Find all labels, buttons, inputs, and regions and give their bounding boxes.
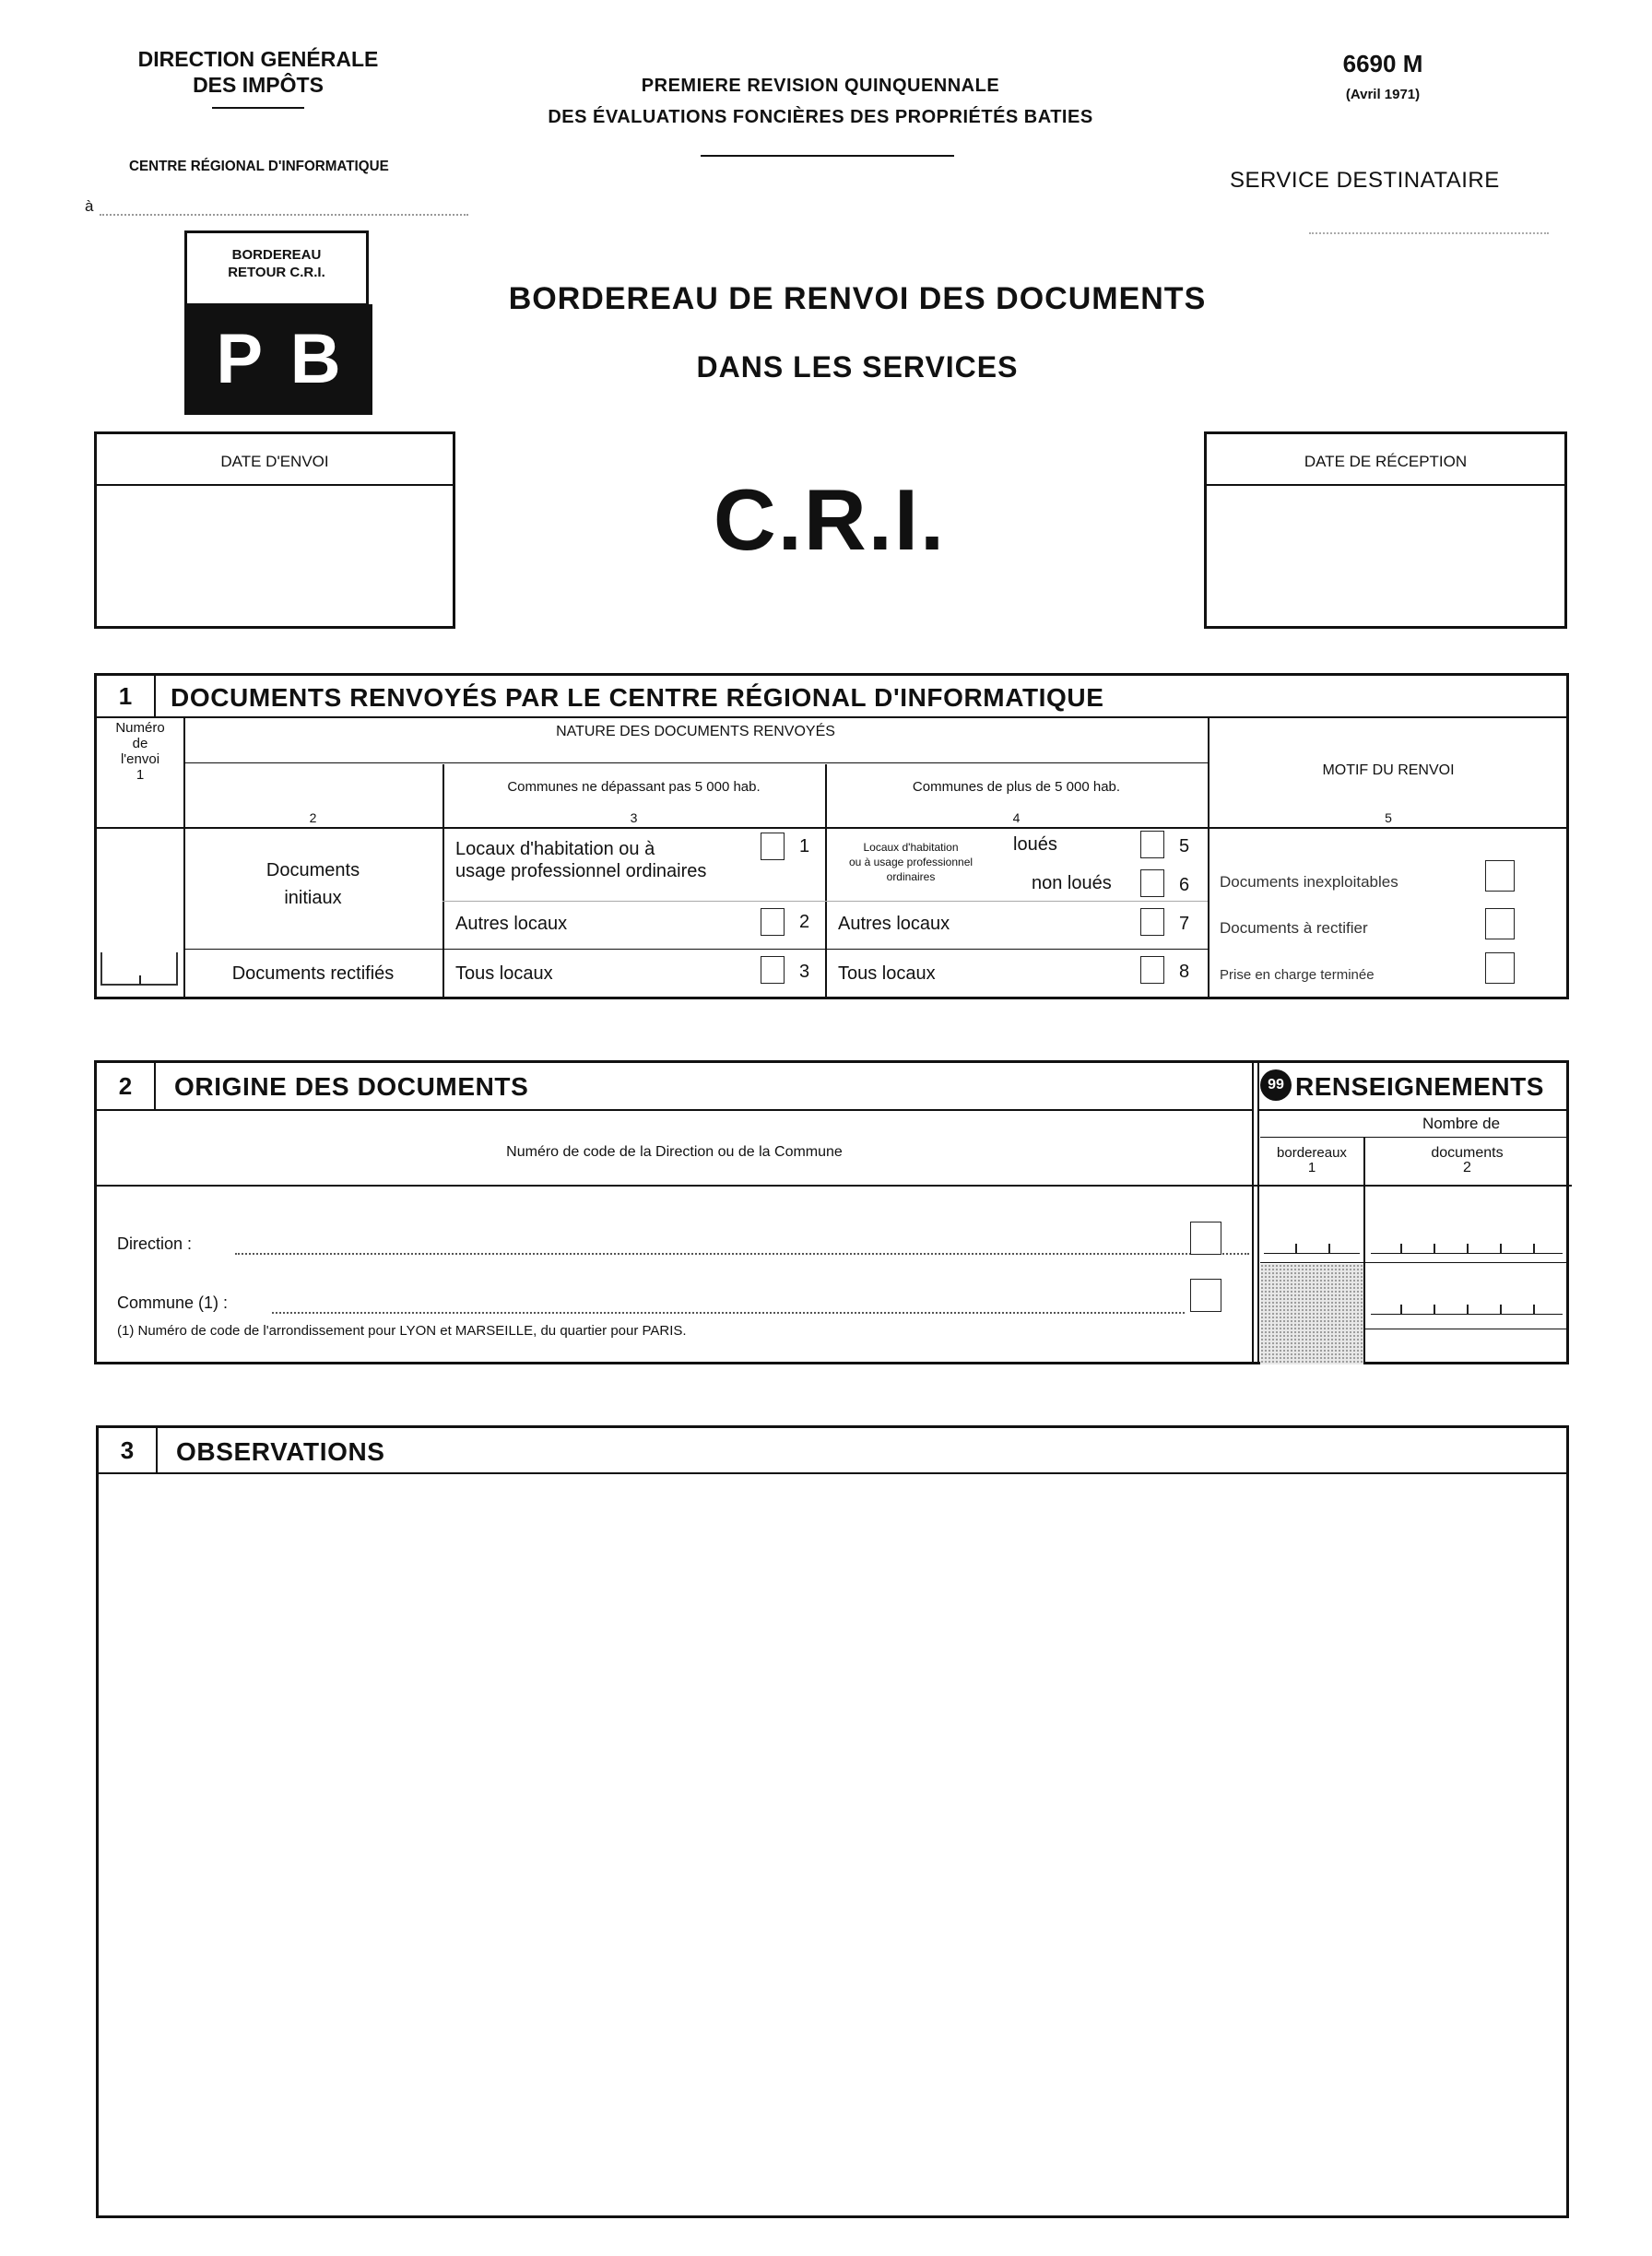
- badge-99: 99: [1260, 1069, 1292, 1101]
- tous-locaux-3: Tous locaux: [455, 963, 553, 984]
- non-loues-label: non loués: [1032, 873, 1112, 893]
- checkbox-7-num: 7: [1179, 914, 1190, 934]
- footnote: (1) Numéro de code de l'arrondissement pour LYON et MARSEILLE, du quartier pour PARIS.: [117, 1323, 687, 1339]
- code-label: Numéro de code de la Direction ou de la Commune: [506, 1144, 843, 1160]
- entries-mid-rule: [1260, 1262, 1569, 1263]
- bordereaux-baseline: [1264, 1253, 1360, 1254]
- nature-header: NATURE DES DOCUMENTS RENVOYÉS: [556, 724, 835, 739]
- header-direction: DIRECTION GENÉRALE: [137, 47, 379, 71]
- documents-tick: [1533, 1244, 1535, 1253]
- badge: [184, 230, 372, 415]
- section1-title: DOCUMENTS RENVOYÉS PAR LE CENTRE RÉGIONAL D'INFORMATIQUE: [171, 683, 1104, 712]
- bordereaux-num: 1: [1307, 1160, 1316, 1175]
- small-hab: [832, 840, 989, 884]
- header-to: à: [85, 197, 94, 215]
- page-title: BORDEREAU DE RENVOI DES DOCUMENTS: [508, 281, 1207, 316]
- renseignements-title: RENSEIGNEMENTS: [1295, 1072, 1544, 1101]
- form-number: 6690 M: [1342, 50, 1423, 77]
- col4-num: 4: [1012, 810, 1021, 825]
- service-destinataire: SERVICE DESTINATAIRE: [1230, 168, 1500, 193]
- checkbox-6-num: 6: [1179, 875, 1190, 895]
- checkbox-3-num: 3: [799, 962, 810, 982]
- row-rectifies-rule: [183, 949, 1208, 950]
- checkbox-inexploitables[interactable]: [1485, 860, 1515, 892]
- badge-label-1: BORDEREAU: [231, 247, 322, 263]
- header-cri: CENTRE RÉGIONAL D'INFORMATIQUE: [129, 159, 389, 174]
- checkbox-8[interactable]: [1140, 956, 1164, 984]
- envoi-number-field[interactable]: [100, 952, 178, 986]
- direction-code-box[interactable]: [1190, 1222, 1221, 1255]
- section2-number-divider: [154, 1063, 156, 1109]
- documents-tick: [1467, 1305, 1469, 1314]
- section1-table: [94, 673, 1569, 999]
- section3-number: 3: [120, 1436, 135, 1464]
- col2-num: 2: [309, 810, 317, 825]
- documents-field-commune[interactable]: [1365, 1264, 1569, 1329]
- section2-number: 2: [118, 1072, 133, 1100]
- header-evaluations: DES ÉVALUATIONS FONCIÈRES DES PROPRIÉTÉS BATIES: [548, 107, 1093, 127]
- documents-baseline: [1371, 1314, 1563, 1315]
- checkbox-2-num: 2: [799, 912, 810, 932]
- bordereaux-header: [1260, 1146, 1363, 1175]
- date-reception-label: DATE DE RÉCEPTION: [1304, 453, 1468, 470]
- checkbox-2[interactable]: [761, 908, 785, 936]
- col5-num: 5: [1385, 810, 1392, 825]
- col4-divider: [1208, 716, 1210, 999]
- autres-locaux-4: Autres locaux: [838, 914, 950, 934]
- row-autres-rule: [442, 901, 1208, 902]
- col3-header: Communes ne dépassant pas 5 000 hab.: [507, 779, 761, 795]
- service-line[interactable]: [1309, 232, 1549, 234]
- docs-initiaux: [183, 856, 442, 912]
- loues-label: loués: [1013, 834, 1057, 855]
- header-left: [101, 46, 415, 98]
- envoi-tick: [139, 975, 141, 985]
- nature-rule: [183, 762, 1208, 763]
- col2-divider: [442, 764, 444, 999]
- docs-rectifies: Documents rectifiés: [231, 963, 395, 984]
- documents-tick: [1434, 1305, 1435, 1314]
- documents-tick: [1434, 1244, 1435, 1253]
- cri-big-label: C.R.I.: [713, 471, 947, 568]
- col1-header-2: de: [132, 736, 148, 751]
- renseignements-divider-a: [1252, 1063, 1254, 1364]
- section3-title: OBSERVATIONS: [176, 1437, 385, 1466]
- documents-num: 2: [1463, 1160, 1471, 1175]
- header-bottom-rule: [97, 827, 1566, 829]
- documents-tick: [1533, 1305, 1535, 1314]
- header-middle-rule: [701, 155, 954, 157]
- motif-terminee: Prise en charge terminée: [1220, 967, 1375, 983]
- motif-rectifier: Documents à rectifier: [1220, 919, 1368, 937]
- documents-tick: [1500, 1305, 1502, 1314]
- documents-tick: [1400, 1244, 1402, 1253]
- documents-tick: [1500, 1244, 1502, 1253]
- section2-title: ORIGINE DES DOCUMENTS: [174, 1072, 529, 1101]
- header-impots: DES IMPÔTS: [193, 73, 324, 97]
- checkbox-1-num: 1: [799, 836, 810, 856]
- nombre-de: Nombre de: [1422, 1115, 1501, 1132]
- badge-label: [184, 230, 369, 306]
- checkbox-7[interactable]: [1140, 908, 1164, 936]
- observations-field[interactable]: [104, 1478, 1561, 2212]
- section2-table: [94, 1060, 1569, 1364]
- small-hab-2: ou à usage professionnel: [848, 856, 974, 868]
- col4-header: Communes de plus de 5 000 hab.: [912, 779, 1121, 795]
- col3-divider: [825, 764, 827, 999]
- docs-initiaux-2: initiaux: [284, 888, 342, 908]
- date-envoi-label: DATE D'ENVOI: [220, 453, 329, 470]
- page-subtitle: DANS LES SERVICES: [696, 350, 1019, 384]
- tous-locaux-4: Tous locaux: [838, 963, 936, 984]
- section2-title-rule: [97, 1109, 1252, 1111]
- checkbox-3[interactable]: [761, 956, 785, 984]
- section3-number-divider: [156, 1428, 158, 1472]
- section3-box: [96, 1425, 1569, 2218]
- section3-title-rule: [99, 1472, 1566, 1474]
- small-hab-3: ordinaires: [886, 870, 936, 883]
- col5-header: MOTIF DU RENVOI: [1322, 762, 1455, 778]
- bordereaux-tick: [1328, 1244, 1330, 1253]
- header-revision: PREMIERE REVISION QUINQUENNALE: [641, 76, 1000, 96]
- documents-tick: [1467, 1244, 1469, 1253]
- renseignements-rule: [1257, 1109, 1569, 1111]
- documents-header: [1365, 1146, 1569, 1175]
- documents-field-direction[interactable]: [1365, 1187, 1569, 1262]
- badge-code: P B: [184, 304, 372, 415]
- header-rule: [212, 107, 304, 109]
- checkbox-5[interactable]: [1140, 831, 1164, 858]
- direction-label: Direction :: [117, 1234, 193, 1253]
- date-reception-box[interactable]: [1204, 431, 1567, 629]
- locaux-hab: [455, 838, 706, 882]
- nombre-rule: [1260, 1137, 1569, 1138]
- bordereaux-label: bordereaux: [1277, 1145, 1347, 1161]
- checkbox-terminee[interactable]: [1485, 952, 1515, 984]
- header-middle: [498, 70, 1143, 133]
- col3-num: 3: [630, 810, 638, 825]
- documents-baseline: [1371, 1253, 1563, 1254]
- bordereaux-shaded-cell: [1260, 1264, 1363, 1364]
- checkbox-8-num: 8: [1179, 962, 1190, 982]
- checkbox-rectifier[interactable]: [1485, 908, 1515, 939]
- bordereaux-tick: [1295, 1244, 1297, 1253]
- section1-title-rule: [97, 716, 1566, 718]
- date-reception-divider: [1207, 484, 1564, 486]
- direction-dotline: [235, 1253, 1249, 1255]
- col1-header-num: 1: [136, 767, 145, 783]
- checkbox-6[interactable]: [1140, 869, 1164, 897]
- date-envoi-box[interactable]: [94, 431, 455, 629]
- date-envoi-divider: [97, 484, 453, 486]
- section1-number: 1: [118, 682, 133, 710]
- docs-initiaux-1: Documents: [266, 860, 360, 880]
- documents-label: documents: [1431, 1145, 1504, 1161]
- commune-label: Commune (1) :: [117, 1293, 229, 1312]
- commune-code-box[interactable]: [1190, 1279, 1221, 1312]
- motif-inexploitables: Documents inexploitables: [1220, 873, 1398, 891]
- col1-header-3: l'envoi: [120, 751, 160, 767]
- section1-number-divider: [154, 676, 156, 716]
- badge-label-2: RETOUR C.R.I.: [228, 265, 325, 280]
- checkbox-5-num: 5: [1179, 836, 1190, 856]
- documents-tick: [1400, 1305, 1402, 1314]
- checkbox-1[interactable]: [761, 833, 785, 860]
- addressee-line[interactable]: [100, 214, 468, 216]
- locaux-hab-2: usage professionnel ordinaires: [455, 861, 707, 881]
- autres-locaux-3: Autres locaux: [455, 914, 568, 934]
- col1-header: [97, 720, 183, 783]
- locaux-hab-1: Locaux d'habitation ou à: [455, 839, 655, 859]
- commune-dotline: [272, 1312, 1185, 1314]
- col1-header-1: Numéro: [115, 720, 165, 736]
- small-hab-1: Locaux d'habitation: [863, 841, 959, 854]
- bordereaux-field[interactable]: [1260, 1187, 1363, 1262]
- form-date: (Avril 1971): [1345, 87, 1421, 102]
